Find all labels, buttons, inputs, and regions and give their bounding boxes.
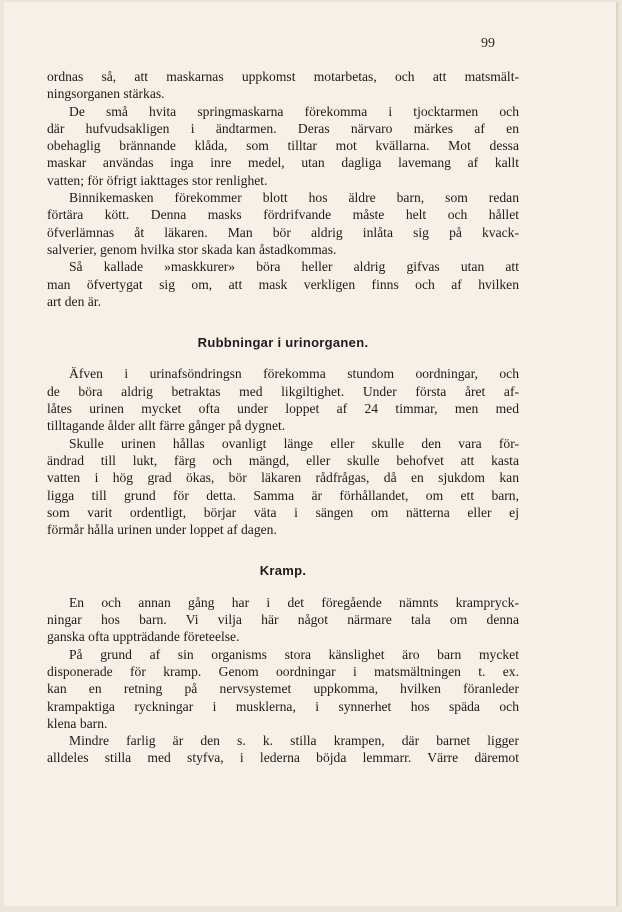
text-line: Mindre farlig är den s. k. stilla krampen, där barnet ligger [69,733,519,749]
text-line: man öfvertygat sig om, att mask verkligen finns och af hvilken [47,276,519,292]
text-line: Skulle urinen hållas ovanligt länge eller skulle den vara för- [69,435,519,451]
text-line: krampaktiga ryckningar i musklerna, i synnerhet hos späda och [47,698,519,714]
text-line: som varit ordentligt, börjar väta i sängen om nätterna eller ej [47,504,519,520]
text-line: Äfven i urinafsöndringsn förekomma stundom oordningar, och [69,366,519,382]
text-line: vatten; för öfrigt iakttages stor renlighet. [47,172,268,188]
text-line: ändrad till lukt, färg och mängd, eller skulle behofvet att kasta [47,452,519,468]
text-line: öfverlämnas åt läkaren. Man bör aldrig inlåta sig på kvack- [47,224,519,240]
text-line: låtes urinen mycket ofta under loppet af 24 timmar, men med [47,401,519,417]
text-line: kan en retning på nervsystemet uppkomma, hvilken föranleder [47,681,519,697]
paragraph [47,594,519,646]
text-line: En och annan gång har i det föregående nämnts krampryck- [69,594,519,610]
text-line: alldeles stilla med styfva, i lederna böjda lemmarr. Värre däremot [47,750,519,766]
paragraph [47,646,519,732]
paragraph [47,435,519,539]
paragraph [47,365,519,434]
section-heading: Rubbningar i urinorganen. [197,335,369,351]
text-line: vatten i hög grad ökas, bör läkaren rådfrågas, då en sjukdom kan [47,470,519,486]
text-line: ningsorganen stärkas. [47,86,165,102]
text-line: ganska ofta uppträdande företeelse. [47,629,240,645]
text-line: där hufvudsakligen i ändtarmen. Deras närvaro märkes af en [47,120,519,136]
paragraph [47,258,519,310]
text-line: maskar användas inga inre medel, utan dagliga lavemang af kallt [47,155,519,171]
paragraph [47,103,519,189]
section-heading: Kramp. [259,563,307,579]
text-line: På grund af sin organisms stora känslighet äro barn mycket [69,646,519,662]
text-line: de böra aldrig betraktas med likgiltighet. Under första året af- [47,383,519,399]
text-line: De små hvita springmaskarna förekomma i tjocktarmen och [69,103,519,119]
text-line: ordnas så, att maskarnas uppkomst motarbetas, och att matsmält- [47,69,519,84]
text-line: ningar hos barn. Vi vilja här något närmare tala om denna [47,612,519,628]
book-page [4,2,616,906]
text-line: art den är. [47,293,101,309]
text-line: obehaglig brännande klåda, som tilltar mot kvällarna. Mot dessa [47,138,519,154]
text-line: förtära kött. Denna masks fördrifvande måste helt och hållet [47,207,519,223]
text-line: ligga till grund för detta. Samma är förhållandet, om ett barn, [47,487,519,503]
page-number: 99 [481,36,495,51]
text-line: förmår hålla urinen under loppet af dagen. [47,522,277,538]
text-line: Binnikemasken förekommer blott hos äldre barn, som redan [69,190,519,206]
paragraph [47,189,519,258]
text-line: tilltagande ålder allt färre gånger på dygnet. [47,418,286,434]
text-line: klena barn. [47,715,108,731]
body-text [47,68,519,767]
text-line: Så kallade »maskkurer» böra heller aldrig gifvas utan att [69,259,519,275]
paragraph [47,68,519,103]
text-line: salverier, genom hvilka stor skada kan åstadkommas. [47,241,337,257]
text-line: disponerade för kramp. Genom oordningar i matsmältningen t. ex. [47,663,519,679]
paragraph [47,732,519,767]
